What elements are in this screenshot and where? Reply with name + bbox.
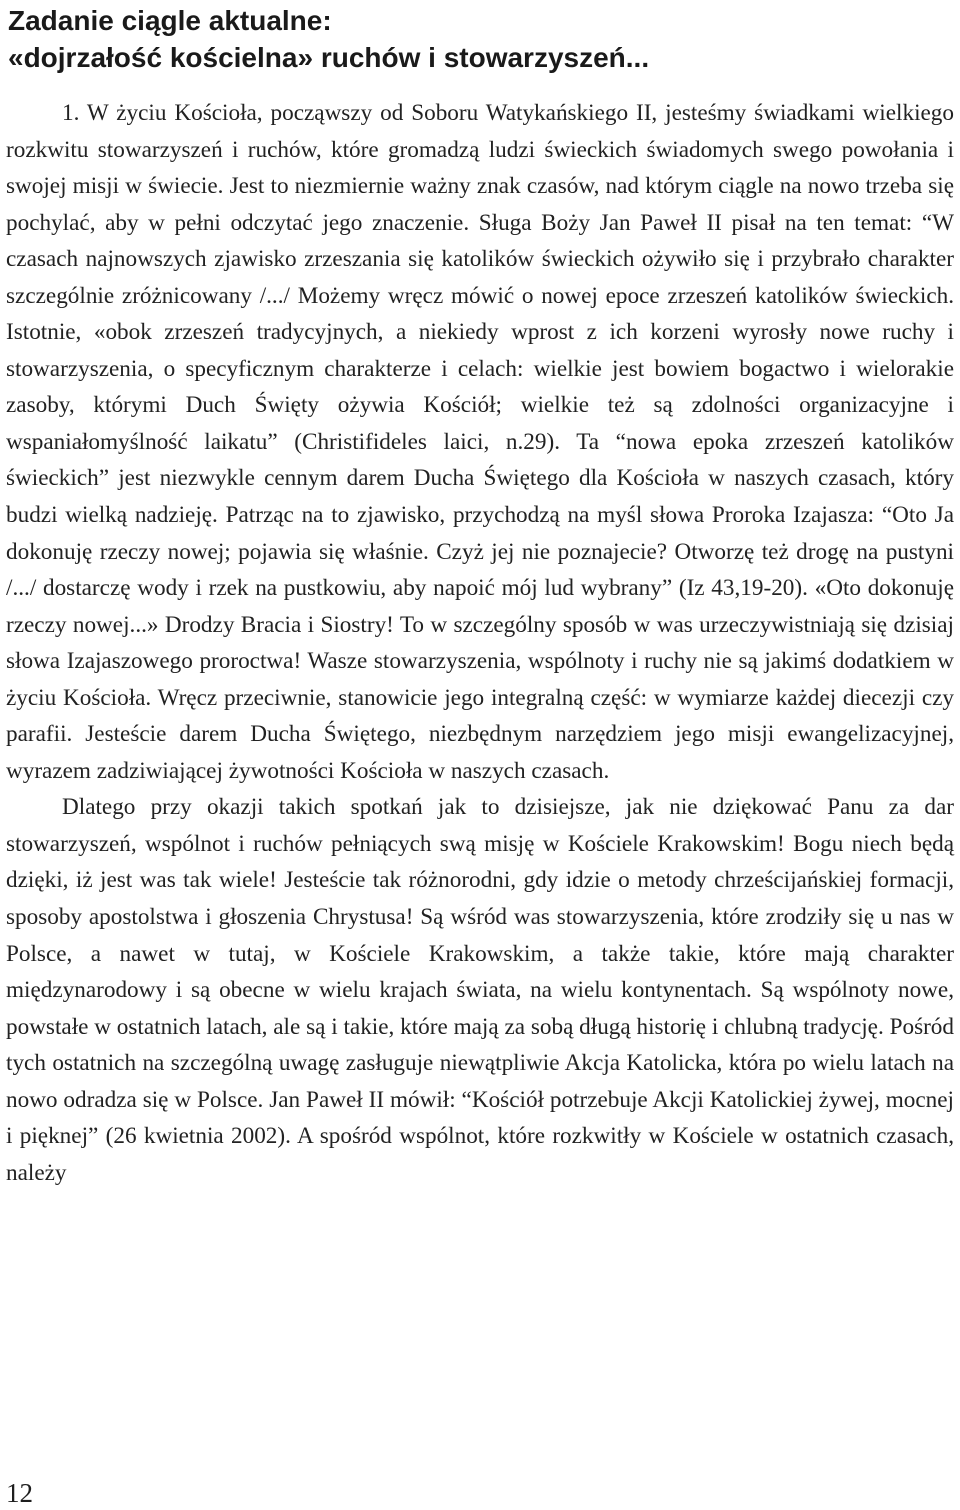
page-number: 12 xyxy=(6,1478,33,1508)
title-line-2: «dojrzałość kościelna» ruchów i stowarzyszeń... xyxy=(8,42,650,73)
page-title xyxy=(8,2,938,76)
paragraph-1: 1. W życiu Kościoła, począwszy od Soboru Watykańskiego II, jesteśmy świadkami wielkiego rozkwitu stowarzyszeń i ruchów, które gromadzą ludzi świeckich świadomych swego powołania i swojej misji w świecie. Jest to niezmiernie ważny znak czasów, nad którym ciągle na nowo trzeba się pochylać, aby w pełni odczytać jego znaczenie. Sługa Boży Jan Paweł II pisał na ten temat: “W czasach najnowszych zjawisko zrzeszania się katolików świeckich ożywiło się i przybrało charakter szczególnie zróżnicowany /.../ Możemy wręcz mówić o nowej epoce zrzeszeń katolików świeckich. Istotnie, «obok zrzeszeń tradycyjnych, a niekiedy wprost z ich korzeni wyrosły nowe ruchy i stowarzyszenia, o specyficznym charakterze i celach: wielkie jest bowiem bogactwo i wielorakie zasoby, którymi Duch Święty ożywia Kościół; wielkie też są zdolności organizacyjne i wspaniałomyślność laikatu” (Christifideles laici, n.29). Ta “nowa epoka zrzeszeń katolików świeckich” jest niezwykle cennym darem Ducha Świętego dla Kościoła w naszych czasach, który budzi wielką nadzieję. Patrząc na to zjawisko, przychodzą na myśl słowa Proroka Izajasza: “Oto Ja dokonuję rzeczy nowej; pojawia się właśnie. Czyż jej nie poznajecie? Otworzę też drogę na pustyni /.../ dostarczę wody i rzek na pustkowiu, aby napoić mój lud wybrany” (Iz 43,19-20). «Oto dokonuję rzeczy nowej...» Drodzy Bracia i Siostry! To w szczególny sposób w was urzeczywistniają się dzisiaj słowa Izajaszowego proroctwa! Wasze stowarzyszenia, wspólnoty i ruchy nie są jakimś dodatkiem w życiu Kościoła. Wręcz przeciwnie, stanowicie jego integralną część: w wymiarze każdej diecezji czy parafii. Jesteście darem Ducha Świętego, niezbędnym narzędziem jego misji ewangelizacyjnej, wyrazem zadziwiającej żywotności Kościoła w naszych czasach. xyxy=(6,100,954,784)
title-line-1: Zadanie ciągle aktualne: xyxy=(8,5,332,36)
body-text xyxy=(6,95,954,1191)
paragraph-2: Dlatego przy okazji takich spotkań jak to dzisiejsze, jak nie dziękować Panu za dar stowarzyszeń, wspólnot i ruchów pełniących swą misję w Kościele Krakowskim! Bogu niech będą dzięki, iż jest was tak wiele! Jesteście tak różnorodni, gdy idzie o metody chrześcijańskiej formacji, sposoby apostolstwa i głoszenia Chrystusa! Są wśród was stowarzyszenia, które zrodziły się u nas w Polsce, a nawet w tutaj, w Kościele Krakowskim, a także takie, które mają charakter międzynarodowy i są obecne w wielu krajach świata, na wielu kontynentach. Są wspólnoty nowe, powstałe w ostatnich latach, ale są i takie, które mają za sobą długą historię i chlubną tradycję. Pośród tych ostatnich na szczególną uwagę zasługuje niewątpliwie Akcja Katolicka, która po wielu latach na nowo odradza się w Polsce. Jan Paweł II mówił: “Kościół potrzebuje Akcji Katolickiej żywej, mocnej i pięknej” (26 kwietnia 2002). A spośród wspólnot, które rozkwitły w Kościele w ostatnich czasach, należy xyxy=(6,794,954,1186)
